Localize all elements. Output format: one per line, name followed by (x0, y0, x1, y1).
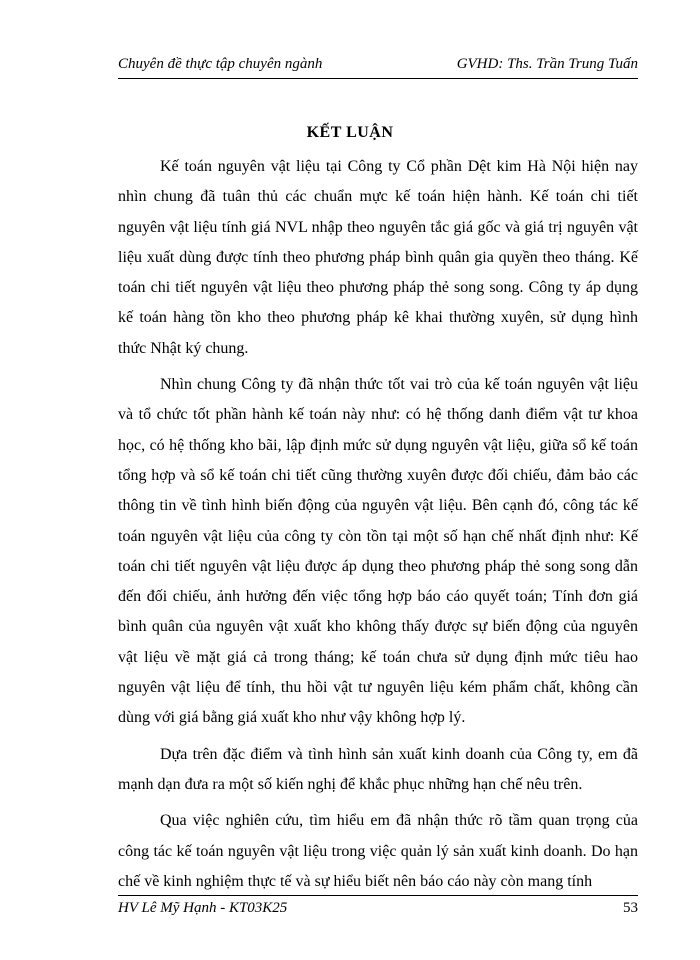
footer-author: HV Lê Mỹ Hạnh - KT03K25 (118, 900, 288, 916)
paragraph-4: Qua việc nghiên cứu, tìm hiểu em đã nhận thức rõ tầm quan trọng của công tác kế toán nguyên vật liệu trong việc quản lý sản xuất kinh doanh. Do hạn chế về kinh nghiệm thực tế và sự hiểu biết nên báo cáo này còn mang tính (118, 812, 638, 890)
paragraph-2: Nhìn chung Công ty đã nhận thức tốt vai trò của kế toán nguyên vật liệu và tổ chức tốt phần hành kế toán này như: có hệ thống danh điểm vật tư khoa học, có hệ thống kho bãi, lập định mức sử dụng nguyên vật liệu, giữa sổ kế toán tổng hợp và sổ kế toán chi tiết cũng thường xuyên được đối chiếu, đảm bảo các thông tin về tình hình biến động của nguyên vật liệu. Bên cạnh đó, công tác kế toán nguyên vật liệu của công ty còn tồn tại một số hạn chế nhất định như: Kế toán chi tiết nguyên vật liệu được áp dụng theo phương pháp thẻ song song dẫn đến đối chiếu, ảnh hưởng đến việc tổng hợp báo cáo quyết toán; Tính đơn giá bình quân của nguyên vật xuất kho không thấy được sự biến động của nguyên vật liệu về mặt giá cả trong tháng; kế toán chưa sử dụng định mức tiêu hao nguyên vật liệu để tính, thu hồi vật tư nguyên liệu kém phẩm chất, không cần dùng với giá bằng giá xuất kho như vậy không hợp lý. (118, 376, 638, 727)
page-footer (118, 895, 638, 918)
page-number: 53 (623, 900, 638, 916)
page-header (118, 56, 638, 79)
paragraph-1: Kế toán nguyên vật liệu tại Công ty Cổ phần Dệt kim Hà Nội hiện nay nhìn chung đã tuân thủ các chuẩn mực kế toán hiện hành. Kế toán chi tiết nguyên vật liệu tính giá NVL nhập theo nguyên tắc giá gốc và giá trị nguyên vật liệu xuất dùng được tính theo phương pháp bình quân gia quyền theo tháng. Kế toán chi tiết nguyên vật liệu theo phương pháp thẻ song song. Công ty áp dụng kế toán hàng tồn kho theo phương pháp kê khai thường xuyên, sử dụng hình thức Nhật ký chung. (118, 158, 638, 357)
paragraph-3: Dựa trên đặc điểm và tình hình sản xuất kinh doanh của Công ty, em đã mạnh dạn đưa ra một số kiến nghị để khắc phục những hạn chế nêu trên. (118, 745, 638, 793)
section-title: KẾT LUẬN (306, 124, 394, 141)
document-body (118, 152, 638, 903)
header-course-title: Chuyên đề thực tập chuyên ngành (118, 56, 323, 72)
header-supervisor: GVHD: Ths. Trần Trung Tuấn (456, 56, 638, 72)
